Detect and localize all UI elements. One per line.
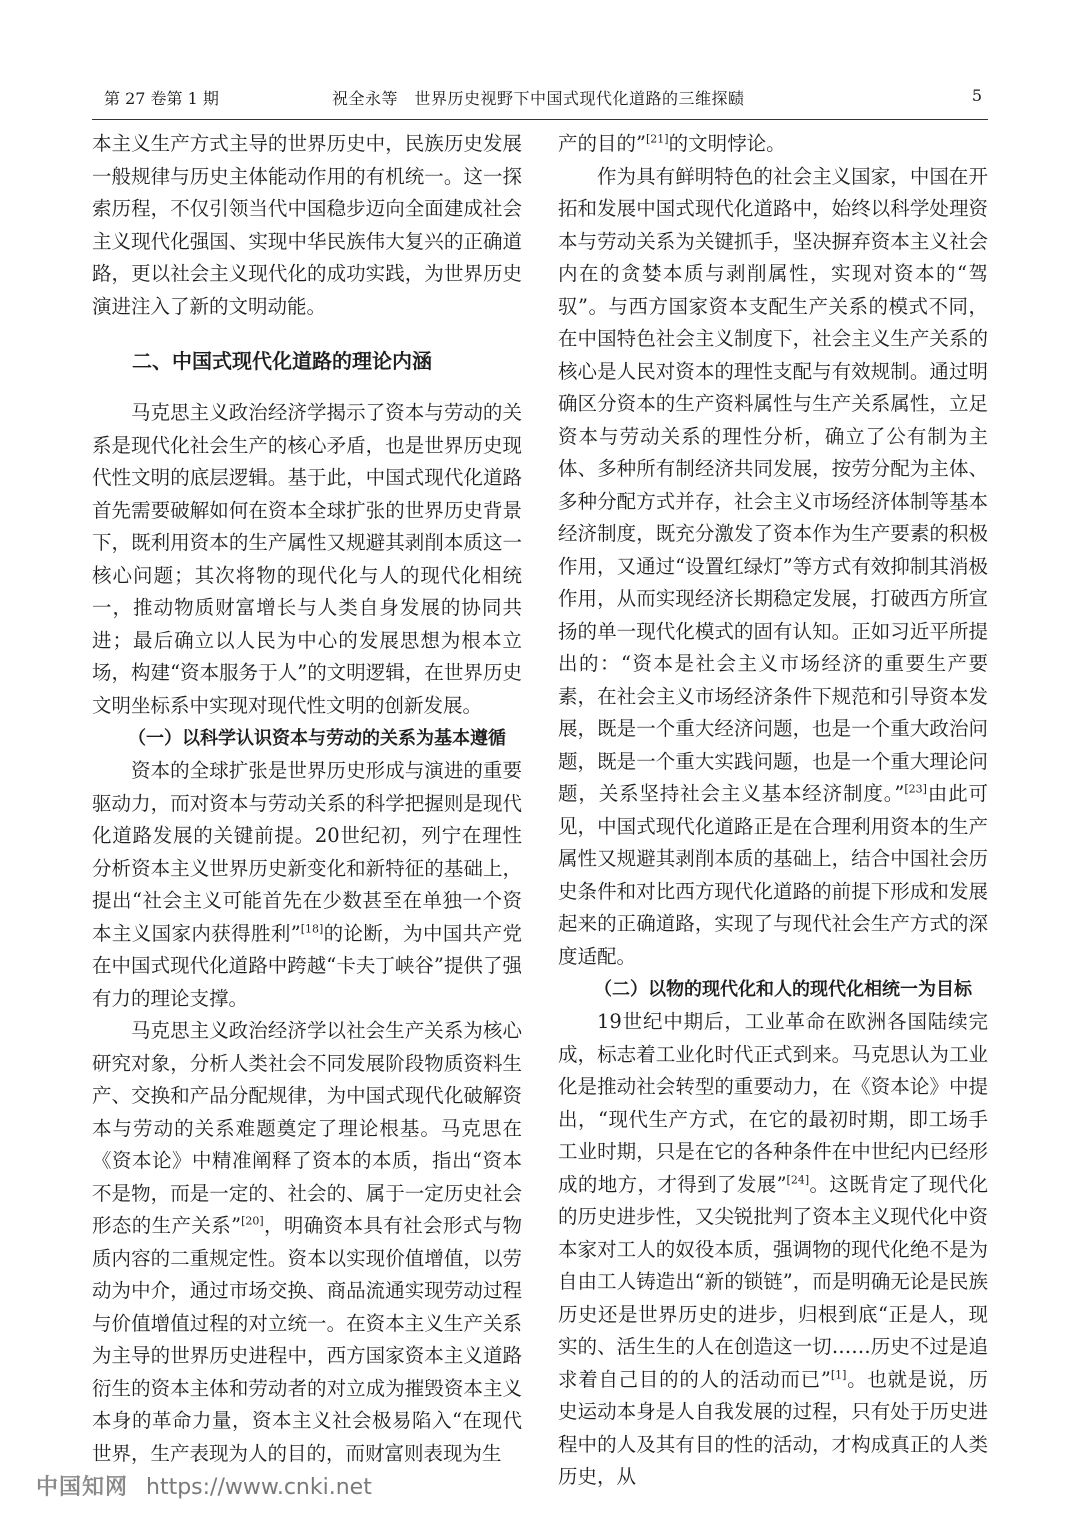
citation-ref: [21]	[645, 132, 669, 146]
paragraph-text: 的文明悖论。	[668, 132, 786, 155]
paragraph-text: ，明确资本具有社会形式与物质内容的二重规定性。资本以实现价值增值，以劳动为中介，通过市场交换、商品流通实现劳动过程与价值增值过程的对立统一。在资本主义生产关系为主导的世界历史进程中，西方国家资本主义道路衍生的资本主体和劳动者的对立成为摧毁资本主义本身的革命力量，资本主义社会极易陷入“在现代世界，生产表现为人的目的，而财富则表现为生	[92, 1214, 522, 1465]
paragraph	[558, 161, 988, 974]
paragraph	[92, 1015, 522, 1470]
running-title: 祝全永等 世界历史视野下中国式现代化道路的三维探赜	[332, 89, 745, 108]
citation-ref: [24]	[786, 1173, 810, 1186]
running-header	[92, 86, 988, 116]
paragraph-text: 产的目的”	[558, 132, 646, 155]
paragraph: 本主义生产方式主导的世界历史中，民族历史发展一般规律与历史主体能动作用的有机统一。这一探索历程，不仅引领当代中国稳步迈向全面建成社会主义现代化强国、实现中华民族伟大复兴的正确道路，更以社会主义现代化的成功实践，为世界历史演进注入了新的文明动能。	[92, 132, 522, 318]
section-heading: 二、中国式现代化道路的理论内涵	[132, 349, 432, 373]
watermark-brand: 中国知网	[36, 1475, 129, 1500]
citation-ref: [18]	[300, 922, 324, 935]
paragraph	[92, 755, 522, 1015]
paragraph-text: 由此可见，中国式现代化道路正是在合理利用资本的生产属性又规避其剥削本质的基础上，结合中国社会历史条件和对比西方现代化道路的前提下形成和发展起来的正确道路，实现了与现代社会生产方式的深度适配。	[558, 782, 988, 968]
paragraph-text: 资本的全球扩张是世界历史形成与演进的重要驱动力，而对资本与劳动关系的科学把握则是现代化道路发展的关键前提。20世纪初，列宁在理性分析资本主义世界历史新变化和新特征的基础上，提出“社会主义可能首先在少数甚至在单独一个资本主义国家内获得胜利”	[92, 759, 522, 945]
citation-ref: [1]	[830, 1368, 847, 1381]
watermark-url: https://www.cnki.net	[146, 1475, 372, 1500]
citation-ref: [20]	[241, 1214, 264, 1228]
right-column	[558, 128, 988, 1494]
journal-volume: 第 27 卷第 1 期	[104, 89, 219, 108]
subsection-heading: （一）以科学认识资本与劳动的关系为基本遵循	[128, 728, 506, 749]
paragraph	[558, 1006, 988, 1494]
cnki-watermark	[36, 1470, 372, 1501]
paragraph: 马克思主义政治经济学揭示了资本与劳动的关系是现代化社会生产的核心矛盾，也是世界历史现代性文明的底层逻辑。基于此，中国式现代化道路首先需要破解如何在资本全球扩张的世界历史背景下，既利用资本的生产属性又规避其剥削本质这一核心问题；其次将物的现代化与人的现代化相统一，推动物质财富增长与人类自身发展的协同共进；最后确立以人民为中心的发展思想为根本立场，构建“资本服务于人”的文明逻辑，在世界历史文明坐标系中实现对现代性文明的创新发展。	[92, 401, 522, 717]
header-rule	[92, 119, 988, 120]
paragraph-text: 马克思主义政治经济学以社会生产关系为核心研究对象，分析人类社会不同发展阶段物质资料生产、交换和产品分配规律，为中国式现代化破解资本与劳动的关系难题奠定了理论根基。马克思在《资本论》中精准阐释了资本的本质，指出“资本不是物，而是一定的、社会的、属于一定历史社会形态的生产关系”	[92, 1019, 522, 1237]
paragraph-text: 。这既肯定了现代化的历史进步性，又尖锐批判了资本主义现代化中资本家对工人的奴役本质，强调物的现代化绝不是为自由工人铸造出“新的锁链”，而是明确无论是民族历史还是世界历史的进步，归根到底“正是人，现实的、活生生的人在创造这一切……历史不过是追求着自己目的的人的活动而已”	[558, 1172, 988, 1391]
paragraph-text: 。也就是说，历史运动本身是人自我发展的过程，只有处于历史进程中的人及其有目的性的活动，才构成真正的人类历史，从	[558, 1367, 988, 1488]
page-number: 5	[971, 86, 982, 105]
left-column	[92, 128, 522, 1470]
paragraph	[558, 128, 988, 161]
paragraph-text: 作为具有鲜明特色的社会主义国家，中国在开拓和发展中国式现代化道路中，始终以科学处理资本与劳动关系为关键抓手，坚决摒弃资本主义社会内在的贪婪本质与剥削属性，实现对资本的“驾驭”。与西方国家资本支配生产关系的模式不同，在中国特色社会主义制度下，社会主义生产关系的核心是人民对资本的理性支配与有效规制。通过明确区分资本的生产资料属性与生产关系属性，立足资本与劳动关系的理性分析，确立了公有制为主体、多种所有制经济共同发展，按劳分配为主体、多种分配方式并存，社会主义市场经济体制等基本经济制度，既充分激发了资本作为生产要素的积极作用，又通过“设置红绿灯”等方式有效抑制其消极作用，从而实现经济长期稳定发展，打破西方所宣扬的单一现代化模式的固有认知。正如习近平所提出的：“资本是社会主义市场经济的重要生产要素，在社会主义市场经济条件下规范和引导资本发展，既是一个重大经济问题，也是一个重大政治问题，既是一个重大实践问题，也是一个重大理论问题，关系坚持社会主义基本经济制度。”	[558, 164, 988, 805]
citation-ref: [23]	[904, 782, 927, 796]
paragraph-text: 的论断，为中国共产党在中国式现代化道路中跨越“卡夫丁峡谷”提供了强有力的理论支撑。	[92, 921, 522, 1010]
subsection-heading: （二）以物的现代化和人的现代化相统一为目标	[594, 979, 972, 1000]
paragraph-text: 19世纪中期后，工业革命在欧洲各国陆续完成，标志着工业化时代正式到来。马克思认为工业化是推动社会转型的重要动力，在《资本论》中提出，“现代生产方式，在它的最初时期，即工场手工业时期，只是在它的各种条件在中世纪内已经形成的地方，才得到了发展”	[558, 1010, 988, 1196]
